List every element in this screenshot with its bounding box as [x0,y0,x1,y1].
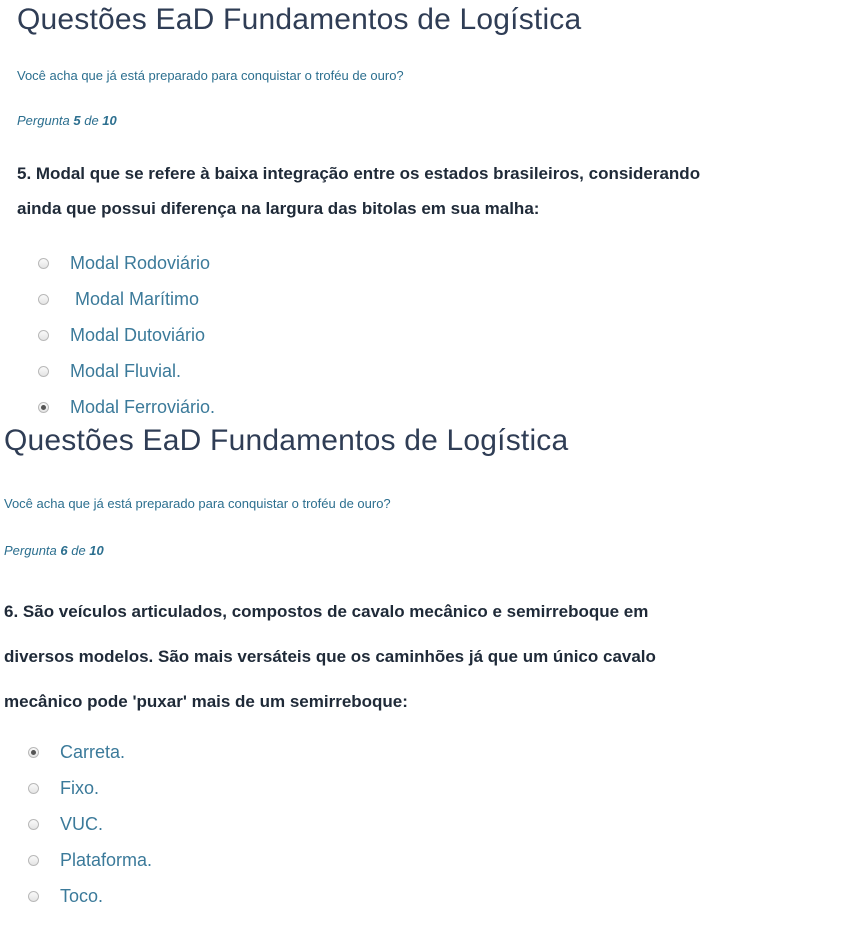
radio-button-icon[interactable] [38,258,49,269]
question-line: 6. São veículos articulados, compostos de cavalo mecânico e semirreboque em [4,602,649,621]
page-title: Questões EaD Fundamentos de Logística [4,424,569,457]
quiz-block-question-5 [0,0,850,420]
answer-option-label: Plataforma. [60,850,153,870]
answer-option-label: VUC. [60,814,104,834]
question-text [17,156,700,226]
question-line: 5. Modal que se refere à baixa integração entre os estados brasileiros, considerando [17,164,701,183]
radio-button-icon[interactable] [28,783,39,794]
counter-current: 5 [73,113,81,128]
question-line: diversos modelos. São mais versáteis que os caminhões já que um único cavalo [4,647,656,666]
answer-option-label: Modal Dutoviário [70,325,206,345]
counter-total: 10 [89,543,104,558]
counter-middle: de [80,113,103,128]
question-counter [17,113,117,128]
answer-option-label: Modal Marítimo [70,289,200,309]
counter-middle: de [67,543,90,558]
counter-current: 6 [60,543,68,558]
radio-button-icon[interactable] [28,891,39,902]
question-counter [4,543,104,558]
answer-options [38,251,438,421]
question-line: mecânico pode 'puxar' mais de um semirreboque: [4,692,408,711]
answer-option-label: Modal Fluvial. [70,361,182,381]
radio-button-icon[interactable] [28,855,39,866]
answer-option-label: Carreta. [60,742,126,762]
radio-button-icon[interactable] [38,294,49,305]
answer-option-label: Fixo. [60,778,100,798]
quiz-subtitle: Você acha que já está preparado para conquistar o troféu de ouro? [4,496,391,511]
radio-button-icon[interactable] [38,402,49,413]
quiz-subtitle: Você acha que já está preparado para conquistar o troféu de ouro? [17,68,404,83]
radio-button-icon[interactable] [28,819,39,830]
counter-prefix: Pergunta [4,543,61,558]
counter-total: 10 [102,113,117,128]
question-text [4,589,656,724]
radio-button-icon[interactable] [38,330,49,341]
answer-option-label: Modal Rodoviário [70,253,211,273]
answer-option-label: Modal Ferroviário. [70,397,216,417]
counter-prefix: Pergunta [17,113,74,128]
answer-options [28,740,428,920]
answer-option-label: Toco. [60,886,104,906]
question-line: ainda que possui diferença na largura das bitolas em sua malha: [17,199,540,218]
page-title: Questões EaD Fundamentos de Logística [17,3,582,36]
radio-button-icon[interactable] [38,366,49,377]
radio-button-icon[interactable] [28,747,39,758]
quiz-block-question-6 [0,420,850,931]
